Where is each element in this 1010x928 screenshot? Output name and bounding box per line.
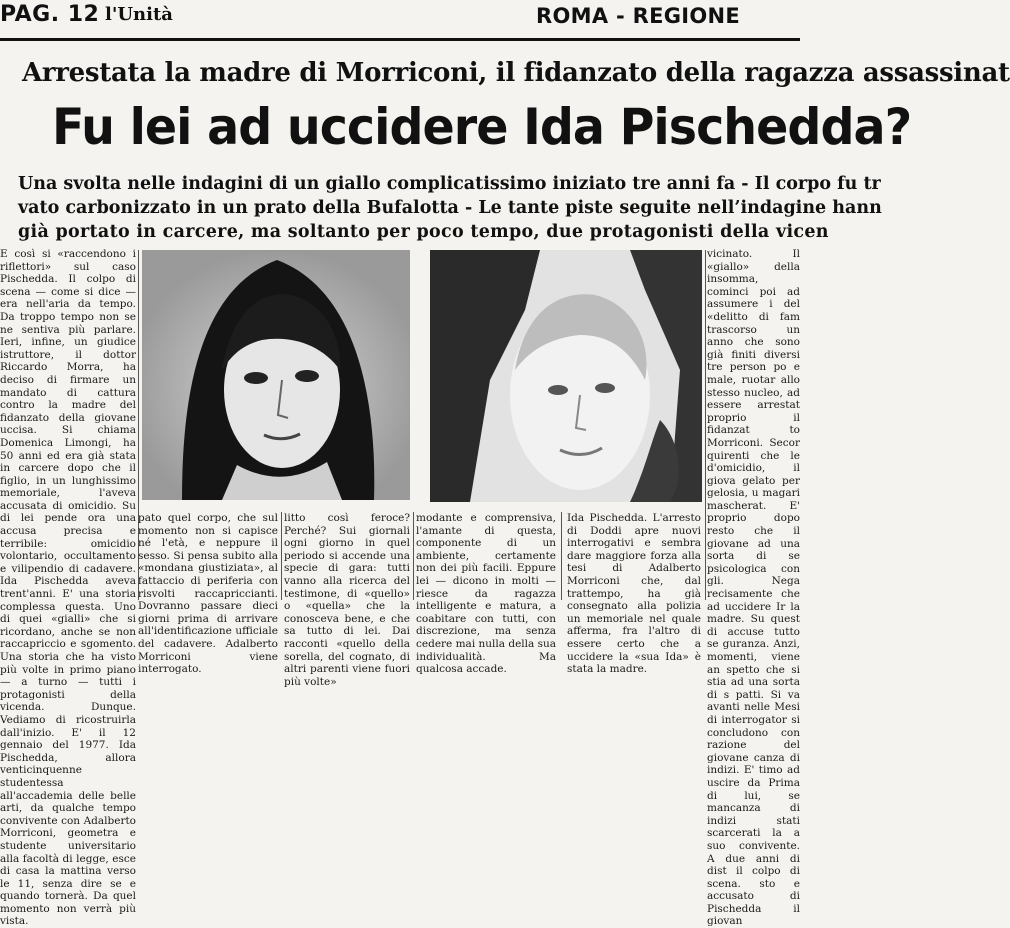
deck-line-3: già portato in carcere, ma soltanto per poco tempo, due protagonisti della vicen bbox=[18, 222, 829, 242]
main-headline: Fu lei ad uccidere Ida Pischedda? bbox=[52, 98, 912, 156]
column-divider bbox=[561, 512, 562, 600]
deck-line-1: Una svolta nelle indagini di un giallo complicatissimo iniziato tre anni fa - Il corpo fu tr bbox=[18, 174, 881, 194]
victim-portrait-image bbox=[142, 250, 410, 500]
article-column-right: vicinato. Il «giallo» della insomma, cominci poi ad assumere i del «delitto di fam trascorso un anno che sono già finiti diversi tre person po e male, ruotar allo stesso nucleo, ad essere arrestat proprio il fidanzat to Morriconi. Secor quirenti che le d'omicidio, il giova gelato per gelosia, u magari mascherat. E' proprio dopo resto che il giovane ad una sorta di se psicologica con gli. Nega recisamente che ad uccidere Ir la madre. Su quest di accuse tutto se guranza. Anzi, momenti, viene an spetto che si stia ad una sorta di s patti. Si va avanti nelle Mesi di interrogator si concludono con razione del giovane canza di indizi. E' timo ad uscire da Prima di lui, se mancanza di indizi stati scarcerati la a suo convivente. A due anni di dist il colpo di scena. sto e accusato di Pischedda il giovan bbox=[707, 248, 800, 928]
column-divider bbox=[281, 512, 282, 600]
section-title: ROMA - REGIONE bbox=[536, 4, 741, 28]
photo-suspect bbox=[430, 250, 702, 502]
column-divider bbox=[705, 250, 706, 600]
page-number: PAG. 12 bbox=[0, 2, 100, 27]
column-divider bbox=[413, 512, 414, 600]
article-column-bottom-3: modante e comprensiva, l'amante di questa, componente di un ambiente, certamente non dei più facili. Eppure lei — dicono in molti — riesce da ragazza intelligente e matura, a coabitare con tutti, con discrezione, ma senza cedere mai nulla della sua individualità. Ma qualcosa accade. bbox=[416, 512, 557, 676]
masthead-rule bbox=[0, 38, 800, 41]
suspect-portrait-image bbox=[430, 250, 702, 502]
article-column-bottom-4: Ida Pischedda. L'arresto di Doddi apre nuovi interrogativi e sembra dare maggiore forza alla tesi di Adalberto Morriconi che, dal trattempo, ha già consegnato alla polizia un memoriale nel quale afferma, fra l'altro di essere certo che a uccidere la «sua Ida» è stata la madre. bbox=[567, 512, 701, 676]
article-column-left: E così si «raccendono i riflettori» sul caso Pischedda. Il colpo di scena — come si dice — era nell'aria da tempo. Da troppo tempo non se ne sentiva più parlare. Ieri, infine, un giudice istruttore, il dottor Riccardo Morra, ha deciso di firmare un mandato di cattura contro la madre del fidanzato della giovane uccisa. Si chiama Domenica Limongi, ha 50 anni ed era già stata in carcere dopo che il figlio, in un lunghissimo memoriale, l'aveva accusata di omicidio. Su di lei pende ora una accusa precisa e terribile: omicidio volontario, occultamento e vilipendio di cadavere. Ida Pischedda aveva trent'anni. E' una storia complessa questa. Uno di quei «gialli» che si ricordano, anche se non raccapriccio e sgomento. Una storia che ha visto più volte in primo piano — a turno — tutti i protagonisti della vicenda. Dunque. Vediamo di ricostruirla dall'inizio. E' il 12 gennaio del 1977. Ida Pischedda, allora venticinquenne studentessa all'accademia delle belle arti, da qualche tempo convivente con Adalberto Morriconi, geometra e studente universitario alla facoltà di legge, esce di casa la mattina verso le 11, senza dire se e quando tornerà. Da quel momento non verrà più vista. bbox=[0, 248, 136, 928]
kicker-headline: Arrestata la madre di Morriconi, il fidanzato della ragazza assassinat bbox=[22, 58, 1010, 88]
newspaper-name: l'Unità bbox=[105, 4, 173, 25]
article-column-bottom-2: litto così feroce? Perché? Sui giornali ogni giorno in quel periodo si accende una specie di gara: tutti vanno alla ricerca del testimone, di «quello» o «quella» che la conosceva bene, e che sa tutto di lei. Dai racconti «quello della sorella, del cognato, di altri parenti viene fuori più volte» bbox=[284, 512, 410, 688]
article-column-bottom-1: pato quel corpo, che sul momento non si capisce né l'età, e neppure il sesso. Si pensa subito alla «mondana giustiziata», al fattaccio di periferia con risvolti raccapriccianti. Dovranno passare dieci giorni prima di arrivare all'identificazione ufficiale del cadavere. Adalberto Morriconi viene interrogato. bbox=[138, 512, 278, 676]
deck-line-2: vato carbonizzato in un prato della Bufalotta - Le tante piste seguite nell’indagine hann bbox=[18, 198, 882, 218]
photo-victim bbox=[142, 250, 410, 500]
